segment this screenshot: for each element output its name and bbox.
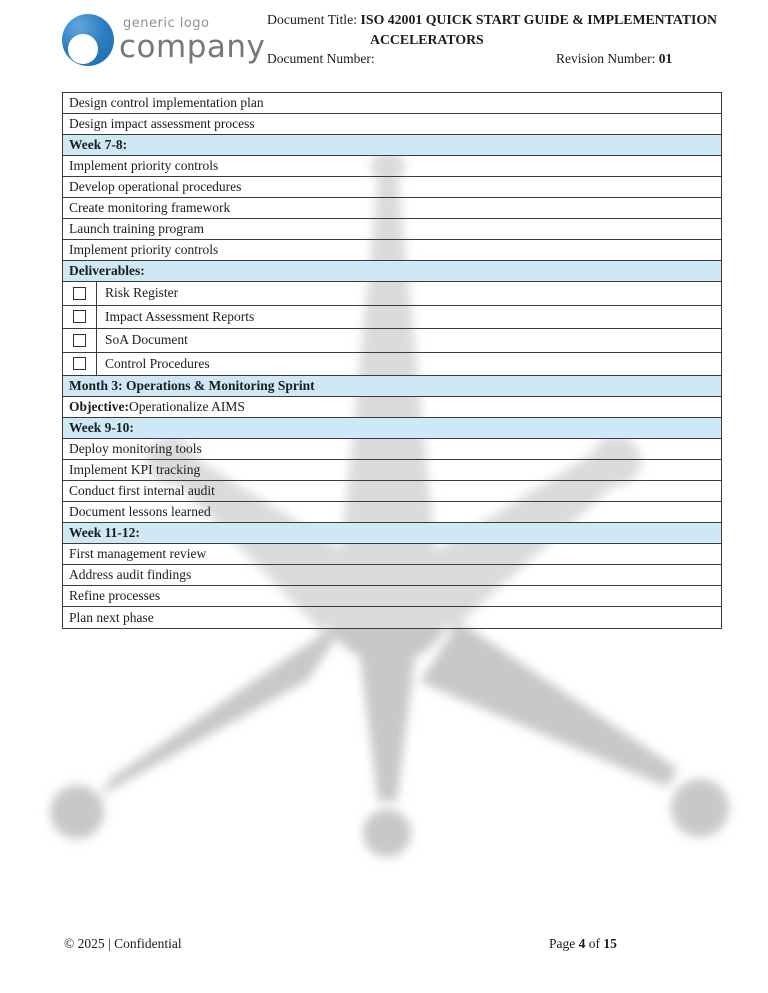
checkbox-cell xyxy=(63,306,97,329)
table-row xyxy=(63,481,721,502)
row-label: Deliverables: xyxy=(69,263,145,278)
row-label: Implement KPI tracking xyxy=(69,462,201,477)
page-current: 4 xyxy=(578,936,586,951)
logo-inner-circle xyxy=(68,34,98,64)
table-row xyxy=(63,240,721,261)
row-label: Conduct first internal audit xyxy=(69,483,215,498)
document-title-line1 xyxy=(267,10,761,30)
row-label: Impact Assessment Reports xyxy=(105,308,255,324)
row-label: Launch training program xyxy=(69,221,204,236)
checkbox-cell xyxy=(63,353,97,376)
table-row xyxy=(63,282,721,306)
row-label: Plan next phase xyxy=(69,609,154,625)
row-label: Refine processes xyxy=(69,588,161,603)
checkbox[interactable] xyxy=(73,310,86,323)
table-row xyxy=(63,460,721,481)
logo-text xyxy=(119,17,265,63)
row-label: Design control implementation plan xyxy=(69,95,264,110)
document-number xyxy=(267,51,375,67)
table-row xyxy=(63,219,721,240)
table-row xyxy=(63,376,721,397)
table-row xyxy=(63,544,721,565)
table-row xyxy=(63,439,721,460)
table-row xyxy=(63,261,721,282)
table-row xyxy=(63,523,721,544)
table-row xyxy=(63,565,721,586)
table-row xyxy=(63,198,721,219)
checkbox-cell xyxy=(63,282,97,305)
table-row xyxy=(63,607,721,628)
table-row xyxy=(63,306,721,330)
table-row xyxy=(63,156,721,177)
row-label: First management review xyxy=(69,546,207,561)
checkbox-cell xyxy=(63,329,97,352)
row-label: Deploy monitoring tools xyxy=(69,441,202,456)
page-prefix: Page xyxy=(549,936,579,951)
row-label: Implement priority controls xyxy=(69,242,219,257)
row-label: Design impact assessment process xyxy=(69,116,255,131)
row-label: Address audit findings xyxy=(69,567,192,582)
table-row xyxy=(63,353,721,377)
row-label: Develop operational procedures xyxy=(69,179,242,194)
document-title-block xyxy=(267,10,761,50)
footer-page-number xyxy=(549,936,617,952)
checkbox[interactable] xyxy=(73,287,86,300)
row-label: Week 11-12: xyxy=(69,525,140,540)
page-total: 15 xyxy=(603,936,617,951)
table-row xyxy=(63,135,721,156)
table-row xyxy=(63,502,721,523)
table-row xyxy=(63,418,721,439)
revision-number-value: 01 xyxy=(658,51,673,66)
row-label: Document lessons learned xyxy=(69,504,211,519)
page-of: of xyxy=(585,936,604,951)
table-row xyxy=(63,397,721,418)
revision-number xyxy=(556,51,672,67)
row-label: Implement priority controls xyxy=(69,158,219,173)
company-logo-icon xyxy=(62,14,114,66)
objective-label: Objective: xyxy=(69,399,129,414)
checkbox[interactable] xyxy=(73,357,86,370)
row-label: Operationalize AIMS xyxy=(128,399,245,414)
table-row xyxy=(63,177,721,198)
row-label: Control Procedures xyxy=(105,355,210,371)
row-label: Risk Register xyxy=(105,285,179,301)
row-label: Week 9-10: xyxy=(69,420,134,435)
table-row xyxy=(63,586,721,607)
revision-number-label: Revision Number: xyxy=(556,51,659,66)
row-label: SoA Document xyxy=(105,332,188,348)
logo-tagline: generic logo xyxy=(123,16,210,31)
logo-company-name: company xyxy=(119,29,266,65)
document-number-label: Document Number: xyxy=(267,51,375,66)
checkbox[interactable] xyxy=(73,334,86,347)
document-title-label: Document Title: xyxy=(267,12,361,27)
table-row xyxy=(63,93,721,114)
table-row xyxy=(63,329,721,353)
document-title-line2: ACCELERATORS xyxy=(370,32,484,47)
schedule-table xyxy=(62,92,722,629)
row-label: Create monitoring framework xyxy=(69,200,231,215)
document-title-value: ISO 42001 QUICK START GUIDE & IMPLEMENTATION xyxy=(360,12,718,27)
row-label: Week 7-8: xyxy=(69,137,128,152)
row-label: Month 3: Operations & Monitoring Sprint xyxy=(69,378,315,393)
table-row xyxy=(63,114,721,135)
footer-copyright: © 2025 | Confidential xyxy=(64,936,182,951)
